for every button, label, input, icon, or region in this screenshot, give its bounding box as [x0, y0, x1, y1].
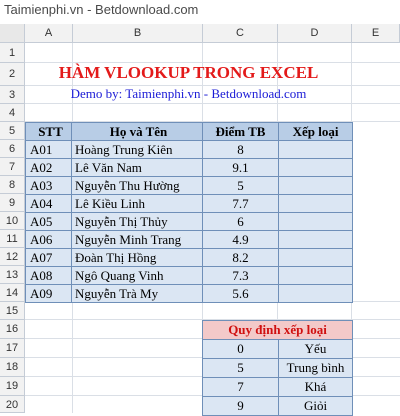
cell-name[interactable]: Hoàng Trung Kiên [72, 141, 203, 159]
cell-name[interactable]: Ngô Quang Vinh [72, 267, 203, 285]
cell-score[interactable]: 5.6 [203, 285, 279, 303]
table-header-row [26, 123, 353, 141]
cell-name[interactable]: Nguyễn Minh Trang [72, 231, 203, 249]
row-header-15[interactable]: 15 [0, 302, 25, 320]
cell-rank[interactable] [279, 231, 353, 249]
column-header-a[interactable]: A [25, 24, 73, 43]
row-header-3[interactable]: 3 [0, 86, 25, 104]
row-header-8[interactable]: 8 [0, 176, 25, 194]
column-header-e[interactable]: E [352, 24, 400, 43]
rules-header[interactable]: Quy định xếp loại [203, 321, 353, 340]
header-score[interactable]: Điểm TB [203, 123, 279, 141]
row-header-1[interactable]: 1 [0, 43, 25, 63]
row-header-6[interactable]: 6 [0, 140, 25, 158]
select-all-corner[interactable] [0, 24, 25, 43]
cell-stt[interactable]: A01 [26, 141, 72, 159]
rule-min-score[interactable]: 7 [203, 378, 279, 397]
row-header-18[interactable]: 18 [0, 358, 25, 377]
cell-rank[interactable] [279, 267, 353, 285]
table-row [26, 249, 353, 267]
table-row [26, 285, 353, 303]
table-row [26, 195, 353, 213]
rule-label[interactable]: Khá [279, 378, 353, 397]
header-name[interactable]: Họ và Tên [72, 123, 203, 141]
row-header-9[interactable]: 9 [0, 194, 25, 212]
cell-stt[interactable]: A03 [26, 177, 72, 195]
cell-name[interactable]: Lê Kiều Linh [72, 195, 203, 213]
row-header-10[interactable]: 10 [0, 212, 25, 230]
header-rank[interactable]: Xếp loại [279, 123, 353, 141]
gridline [25, 103, 400, 104]
watermark-text: Taimienphi.vn - Betdownload.com [4, 2, 199, 17]
cell-stt[interactable]: A02 [26, 159, 72, 177]
cell-stt[interactable]: A06 [26, 231, 72, 249]
ranking-rules-table [202, 320, 353, 416]
cell-rank[interactable] [279, 213, 353, 231]
cell-name[interactable]: Nguyễn Thị Thủy [72, 213, 203, 231]
row-header-19[interactable]: 19 [0, 377, 25, 396]
cell-score[interactable]: 7.3 [203, 267, 279, 285]
header-stt[interactable]: STT [26, 123, 72, 141]
rule-min-score[interactable]: 9 [203, 397, 279, 416]
cell-score[interactable]: 9.1 [203, 159, 279, 177]
cell-rank[interactable] [279, 249, 353, 267]
rule-label[interactable]: Trung bình [279, 359, 353, 378]
cell-score[interactable]: 8 [203, 141, 279, 159]
cell-score[interactable]: 7.7 [203, 195, 279, 213]
cell-score[interactable]: 8.2 [203, 249, 279, 267]
row-header-14[interactable]: 14 [0, 284, 25, 302]
row-header-4[interactable]: 4 [0, 104, 25, 122]
rule-label[interactable]: Yếu [279, 340, 353, 359]
row-header-5[interactable]: 5 [0, 122, 25, 140]
cell-stt[interactable]: A08 [26, 267, 72, 285]
column-header-d[interactable]: D [278, 24, 352, 43]
rule-label[interactable]: Giỏi [279, 397, 353, 416]
rules-row [203, 340, 353, 359]
cell-name[interactable]: Lê Văn Nam [72, 159, 203, 177]
column-header-b[interactable]: B [73, 24, 203, 43]
row-header-17[interactable]: 17 [0, 339, 25, 358]
table-row [26, 267, 353, 285]
student-table [25, 122, 353, 303]
cell-rank[interactable] [279, 141, 353, 159]
table-row [26, 231, 353, 249]
row-header-7[interactable]: 7 [0, 158, 25, 176]
row-header-2[interactable]: 2 [0, 63, 25, 86]
rule-min-score[interactable]: 0 [203, 340, 279, 359]
row-header-12[interactable]: 12 [0, 248, 25, 266]
cell-rank[interactable] [279, 159, 353, 177]
cell-stt[interactable]: A09 [26, 285, 72, 303]
cell-stt[interactable]: A05 [26, 213, 72, 231]
row-header-13[interactable]: 13 [0, 266, 25, 284]
cell-rank[interactable] [279, 195, 353, 213]
cell-name[interactable]: Nguyễn Trà My [72, 285, 203, 303]
sheet-subtitle[interactable]: Demo by: Taimienphi.vn - Betdownload.com [70, 86, 307, 101]
cell-rank[interactable] [279, 285, 353, 303]
cell-rank[interactable] [279, 177, 353, 195]
table-row [26, 159, 353, 177]
rules-header-row [203, 321, 353, 340]
rules-row [203, 378, 353, 397]
cell-score[interactable]: 6 [203, 213, 279, 231]
cell-score[interactable]: 5 [203, 177, 279, 195]
table-row [26, 213, 353, 231]
sheet-title[interactable]: HÀM VLOOKUP TRONG EXCEL [58, 63, 319, 82]
rule-min-score[interactable]: 5 [203, 359, 279, 378]
row-header-20[interactable]: 20 [0, 396, 25, 413]
cell-stt[interactable]: A07 [26, 249, 72, 267]
table-row [26, 141, 353, 159]
cell-name[interactable]: Nguyễn Thu Hường [72, 177, 203, 195]
column-header-c[interactable]: C [203, 24, 278, 43]
rules-row [203, 359, 353, 378]
cell-name[interactable]: Đoàn Thị Hồng [72, 249, 203, 267]
row-header-16[interactable]: 16 [0, 320, 25, 339]
cell-stt[interactable]: A04 [26, 195, 72, 213]
row-header-11[interactable]: 11 [0, 230, 25, 248]
cell-score[interactable]: 4.9 [203, 231, 279, 249]
table-row [26, 177, 353, 195]
